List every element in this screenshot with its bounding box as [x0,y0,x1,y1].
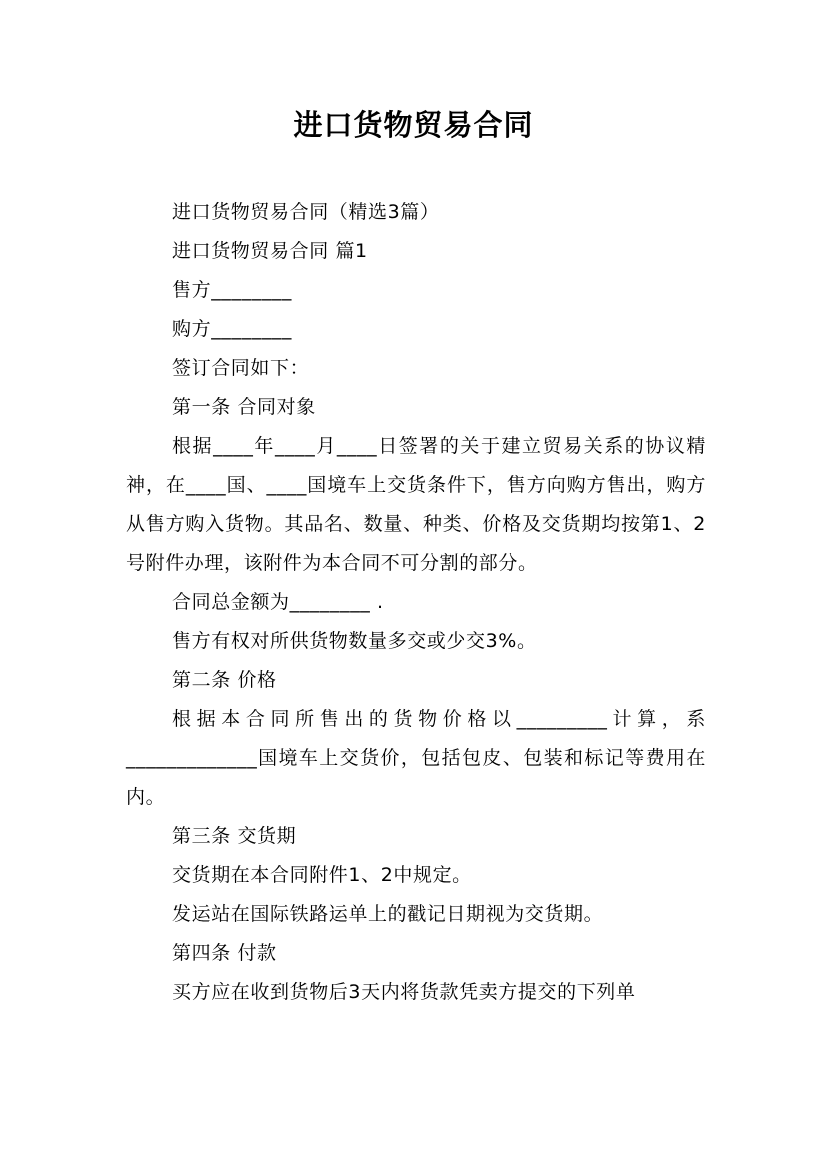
seller-line: 售方________ [172,279,293,301]
subtitle-line: 进口货物贸易合同（精选3篇） [172,201,440,223]
delivery-date-line: 发运站在国际铁路运单上的戳记日期视为交货期。 [172,903,604,925]
document-body [126,193,706,1012]
article-heading: 第三条 交货期 [172,825,297,847]
article-paragraph: 根据____年____月____日签署的关于建立贸易关系的协议精神，在____国、____国境车上交货条件下，售方向购方售出，购方从售方购入货物。其品名、数量、种类、价格及交货期均按第1、2号附件办理，该附件为本合同不可分割的部分。 [126,435,706,574]
delivery-line: 交货期在本合同附件1、2中规定。 [172,864,472,886]
total-amount-line: 合同总金额为________ . [172,591,384,613]
document-title: 进口货物贸易合同 [293,108,534,142]
article-heading: 第二条 价格 [172,669,277,691]
intro-line: 签订合同如下： [172,357,310,379]
article-paragraph: 根据本合同所售出的货物价格以_________计算，系_____________国境车上交货价，包括包皮、包装和标记等费用在内。 [126,708,706,808]
article-heading: 第一条 合同对象 [172,396,316,418]
section-heading: 进口货物贸易合同 篇1 [172,240,368,262]
payment-line: 买方应在收到货物后3天内将货款凭卖方提交的下列单 [172,981,636,1003]
quantity-tolerance-line: 售方有权对所供货物数量多交或少交3%。 [172,630,537,652]
buyer-line: 购方________ [172,318,293,340]
article-heading: 第四条 付款 [172,942,277,964]
